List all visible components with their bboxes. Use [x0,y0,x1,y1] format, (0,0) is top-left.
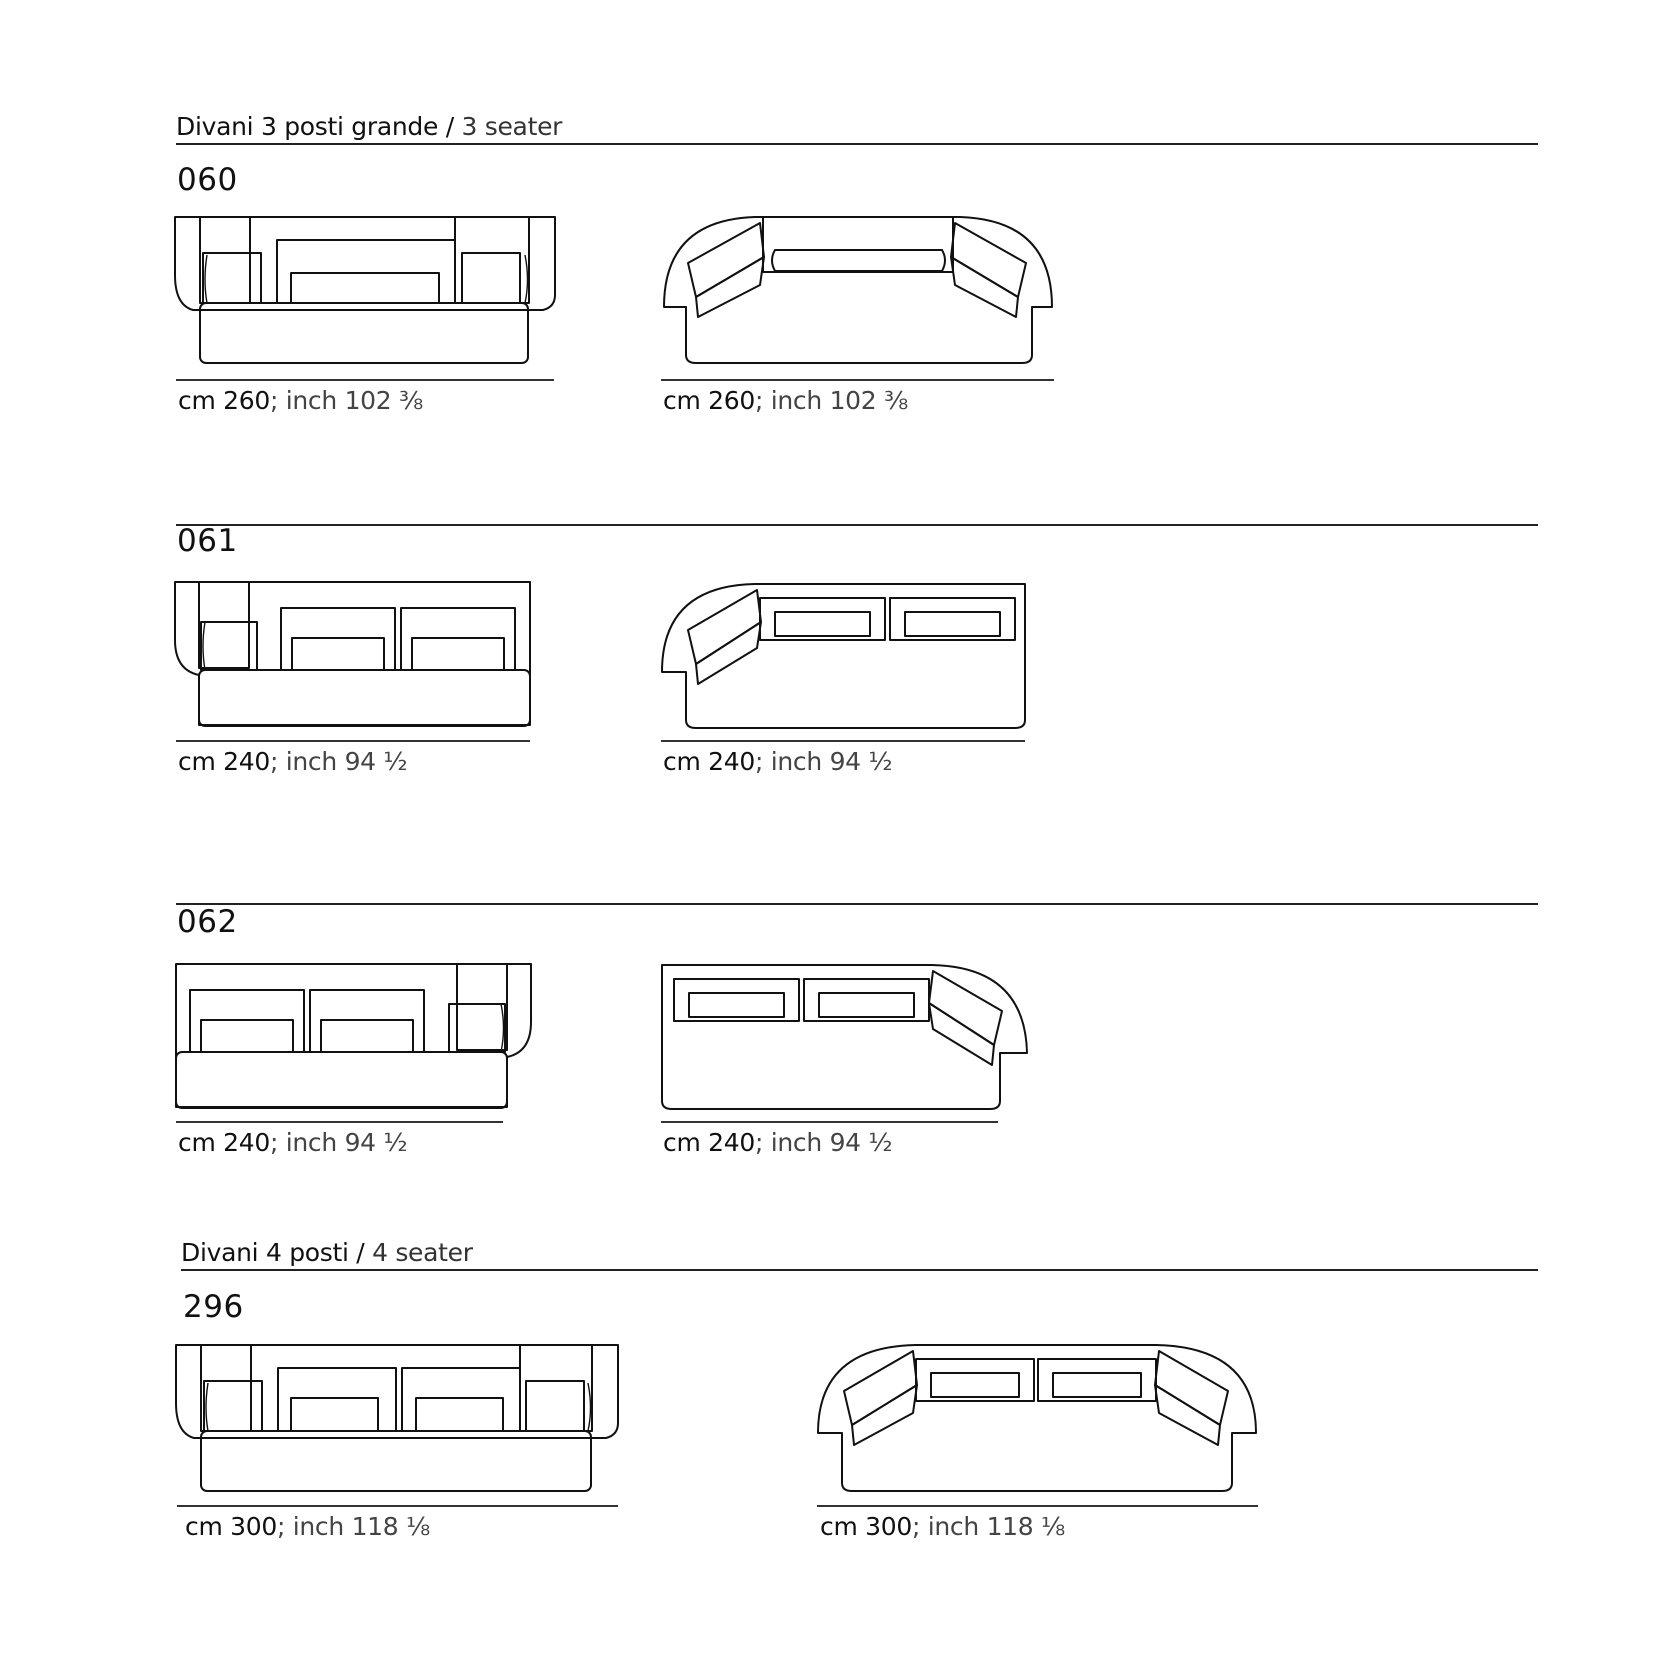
dimension-label-060-top [663,386,908,415]
dimension-inch: ; inch 118 ⅛ [911,1512,1065,1541]
model-code-062: 062 [177,904,238,940]
sofa-061-front-view [175,580,530,730]
dimension-line [176,740,530,742]
dimension-label-062-top [663,1128,892,1157]
dimension-inch: ; inch 94 ½ [269,1128,408,1157]
dimension-inch: ; inch 94 ½ [754,747,893,776]
dimension-cm: cm 260 [178,386,270,415]
dimension-cm: cm 240 [663,747,755,776]
model-code-060: 060 [177,162,238,198]
section-title-3-seater [176,112,562,141]
dimension-line [176,379,554,381]
dimension-cm: cm 240 [663,1128,755,1157]
dimension-cm: cm 300 [820,1512,912,1541]
dimension-label-060-front [178,386,423,415]
sofa-060-top-view [660,215,1055,365]
dimension-label-296-top [820,1512,1065,1541]
sofa-062-top-view [660,963,1030,1111]
sofa-060-front-view [175,215,555,365]
dimension-line [177,1505,618,1507]
sofa-062-front-view [176,962,531,1112]
dimension-inch: ; inch 118 ⅛ [276,1512,430,1541]
dimension-label-061-front [178,747,407,776]
sofa-061-top-view [660,582,1030,730]
dimension-cm: cm 260 [663,386,755,415]
section-title-english: 4 seater [372,1238,473,1267]
dimension-line [661,1121,998,1123]
dimension-inch: ; inch 102 ⅜ [754,386,908,415]
dimension-label-062-front [178,1128,407,1157]
dimension-cm: cm 240 [178,1128,270,1157]
sofa-296-front-view [176,1343,618,1493]
section-rule [176,903,1538,905]
section-title-italian: Divani 3 posti grande [176,112,439,141]
section-title-4-seater [181,1238,473,1267]
section-rule [176,143,1538,145]
model-code-061: 061 [177,523,238,559]
dimension-label-061-top [663,747,892,776]
dimension-inch: ; inch 94 ½ [754,1128,893,1157]
section-rule [176,524,1538,526]
dimension-line [661,379,1054,381]
dimension-label-296-front [185,1512,430,1541]
section-title-english: 3 seater [461,112,563,141]
section-title-separator: / [348,1238,373,1267]
dimension-line [176,1121,503,1123]
dimension-cm: cm 240 [178,747,270,776]
sofa-296-top-view [816,1343,1258,1493]
section-title-italian: Divani 4 posti [181,1238,349,1267]
section-title-separator: / [438,112,462,141]
dimension-inch: ; inch 102 ⅜ [269,386,423,415]
dimension-line [817,1505,1258,1507]
model-code-296: 296 [183,1289,244,1325]
dimension-cm: cm 300 [185,1512,277,1541]
dimension-inch: ; inch 94 ½ [269,747,408,776]
section-rule [181,1269,1538,1271]
dimension-line [661,740,1025,742]
